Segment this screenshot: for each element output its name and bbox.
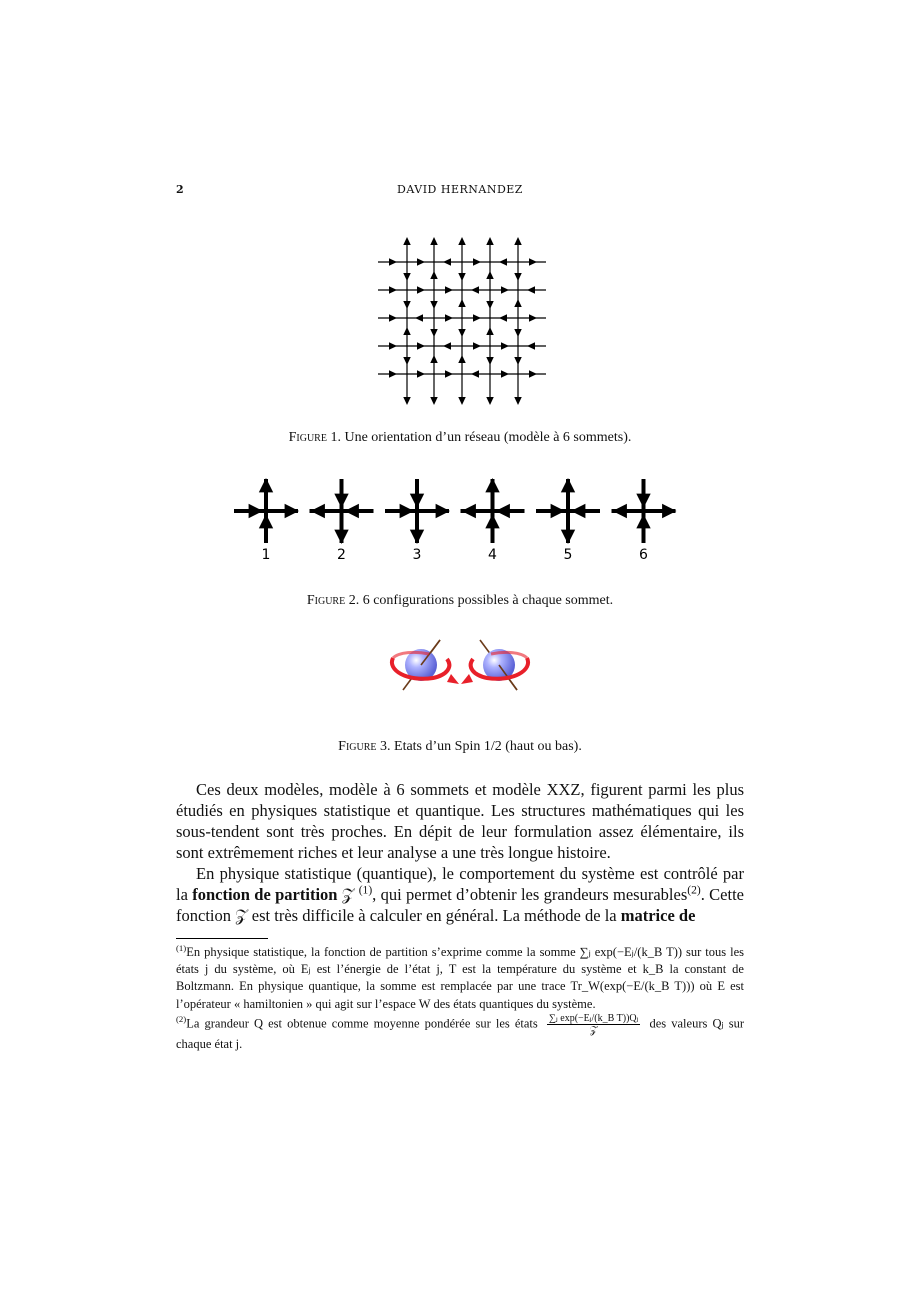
lattice-arrow-icon <box>415 314 423 322</box>
arrow-head-icon <box>259 514 273 528</box>
lattice-arrow-icon <box>501 370 509 378</box>
arrow-head-icon <box>485 478 499 492</box>
lattice-arrow-icon <box>514 357 522 365</box>
footnote-ref-1[interactable]: (1) <box>358 884 373 897</box>
vertex-config-figure <box>225 470 695 570</box>
arrow-head-icon <box>613 504 627 518</box>
vertex-config-label: 3 <box>412 547 422 563</box>
lattice-arrow-icon <box>486 357 494 365</box>
vertex-config-label: 1 <box>261 547 271 563</box>
lattice-arrow-icon <box>499 258 507 266</box>
lattice-arrow-icon <box>389 370 397 378</box>
lattice-arrow-icon <box>445 370 453 378</box>
lattice-figure <box>370 232 555 412</box>
lattice-arrow-icon <box>389 258 397 266</box>
lattice-arrow-icon <box>430 237 438 245</box>
lattice-arrow-icon <box>471 286 479 294</box>
footnote-ref-2[interactable]: (2) <box>687 884 701 897</box>
lattice-arrow-icon <box>458 397 466 405</box>
lattice-lines <box>378 240 546 402</box>
arrow-head-icon <box>400 504 414 518</box>
fraction-denominator: 𝒵 <box>589 1024 598 1036</box>
footnote-2-text-b: des valeurs Qⱼ sur chaque état j. <box>176 1016 745 1051</box>
arrow-head-icon <box>496 504 510 518</box>
figure2-caption <box>176 593 744 609</box>
lattice-arrow-icon <box>458 355 466 363</box>
lattice-arrow-icon <box>430 301 438 309</box>
running-head <box>176 183 744 203</box>
spin-down-icon <box>461 640 528 690</box>
lattice-arrow-icon <box>430 329 438 337</box>
vertex-config-label: 2 <box>337 547 346 563</box>
figure1-label: Figure 1. <box>288 430 341 445</box>
lattice-arrow-icon <box>473 258 481 266</box>
lattice-arrow-icon <box>403 301 411 309</box>
lattice-arrow-icon <box>486 397 494 405</box>
lattice-arrow-icon <box>417 370 425 378</box>
vertex-config-5 <box>536 478 600 563</box>
paragraph-1: Ces deux modèles, modèle à 6 sommets et modèle XXZ, figurent parmi les plus étudiés en physiques statistique et quantique. Les structures mathématiques qui les sous-tendent sont très proches. En dépit de leur formulation assez élémentaire, ils sont extrêmement riches et leur analyse a une très longue histoire. <box>176 780 744 862</box>
arrow-head-icon <box>561 478 575 492</box>
arrow-head-icon <box>345 504 359 518</box>
lattice-arrow-icon <box>443 342 451 350</box>
arrow-head-icon <box>636 514 650 528</box>
lattice-arrow-icon <box>501 286 509 294</box>
lattice-arrow-icon <box>473 342 481 350</box>
lattice-arrow-icon <box>403 397 411 405</box>
arrow-head-icon <box>551 504 565 518</box>
lattice-arrow-icon <box>514 329 522 337</box>
lattice-arrow-icon <box>471 370 479 378</box>
lattice-arrow-icon <box>403 327 411 335</box>
lattice-arrow-icon <box>389 286 397 294</box>
lattice-arrow-icon <box>486 327 494 335</box>
figure1-text: Une orientation d’un réseau (modèle à 6 sommets). <box>344 430 632 445</box>
lattice-arrow-icon <box>514 299 522 307</box>
lattice-arrow-icon <box>473 314 481 322</box>
running-title: DAVID HERNANDEZ <box>397 183 523 196</box>
figure2-text: 6 configurations possibles à chaque sommet. <box>362 593 614 608</box>
arrow-head-icon <box>571 504 585 518</box>
vertex-config-1 <box>234 478 299 563</box>
lattice-arrow-icon <box>389 342 397 350</box>
lattice-arrow-icon <box>501 342 509 350</box>
lattice-arrow-icon <box>445 314 453 322</box>
body-text <box>176 779 744 926</box>
lattice-arrow-icon <box>430 355 438 363</box>
arrow-head-icon <box>561 530 575 544</box>
vertex-config-3 <box>385 479 450 563</box>
lattice-arrow-icon <box>529 314 537 322</box>
arrow-head-icon <box>462 504 476 518</box>
lattice-arrow-icon <box>403 273 411 281</box>
footnote-1-mark: (1) <box>176 942 187 953</box>
lattice-arrow-icon <box>445 286 453 294</box>
spin-up-icon <box>392 640 459 690</box>
lattice-arrow-icon <box>529 258 537 266</box>
lattice-arrow-icon <box>486 301 494 309</box>
footnotes <box>176 944 744 1053</box>
arrow-head-icon <box>259 478 273 492</box>
vertex-config-label: 4 <box>488 547 497 563</box>
arrow-head-icon <box>436 504 450 518</box>
lattice-arrow-icon <box>527 286 535 294</box>
paragraph-2: En physique statistique (quantique), le comportement du système est contrôlé par la fonction de partition 𝒵 $^{(1)}$, qui permet d’obtenir les grandeurs mesurables$^{(2)}$. Cette fonction 𝒵 est très difficile à calculer en général. La méthode de la matrice de <box>176 864 744 925</box>
arrow-head-icon <box>334 494 348 508</box>
term-partition-function: fonction de partition <box>192 885 338 904</box>
arrow-head-icon <box>285 504 299 518</box>
vertex-config-2 <box>310 479 374 563</box>
arrow-head-icon <box>410 530 424 544</box>
vertex-config-6 <box>612 479 677 563</box>
footnote-1-text: En physique statistique, la fonction de partition s’exprime comme la somme ∑ⱼ exp(−Eⱼ/(k_B T)) sur tous les états j du système, où Eⱼ est l’énergie de l’état j, T est la température du système et k_B la constant de Boltzmann. En physique quantique, la somme est remplacée par une trace Tr_W(exp(−E/(k_B T))) où E est l’opérateur « hamiltonien » qui agit sur l’espace W des états quantiques du système. <box>176 945 744 1011</box>
arrow-head-icon <box>662 504 676 518</box>
footnote-rule <box>176 938 268 939</box>
arrow-head-icon <box>249 504 263 518</box>
lattice-arrow-icon <box>458 299 466 307</box>
figure3-text: Etats d’un Spin 1/2 (haut ou bas). <box>394 739 582 754</box>
vertex-config-label: 5 <box>563 547 573 563</box>
lattice-arrow-icon <box>417 258 425 266</box>
footnote-2-text-a: La grandeur Q est obtenue comme moyenne pondérée sur les états <box>186 1016 538 1031</box>
vertex-config-4 <box>461 478 525 563</box>
lattice-arrow-icon <box>430 271 438 279</box>
lattice-arrow-icon <box>527 342 535 350</box>
lattice-arrow-icon <box>486 271 494 279</box>
lattice-arrow-icon <box>417 286 425 294</box>
arrow-head-icon <box>410 494 424 508</box>
lattice-arrow-icon <box>458 273 466 281</box>
footnote-2 <box>176 1013 744 1053</box>
lattice-arrow-icon <box>430 397 438 405</box>
lattice-arrow-icon <box>499 314 507 322</box>
arrow-head-icon <box>636 494 650 508</box>
lattice-arrow-icon <box>403 237 411 245</box>
figure3-caption <box>176 739 744 755</box>
lattice-arrow-icon <box>514 273 522 281</box>
lattice-arrow-icon <box>529 370 537 378</box>
footnote-1 <box>176 944 744 1013</box>
fraction-numerator: ∑ⱼ exp(−Eⱼ/(k_B T))Qⱼ <box>548 1012 639 1024</box>
lattice-arrow-icon <box>514 397 522 405</box>
lattice-arrow-icon <box>458 237 466 245</box>
arrow-head-icon <box>311 504 325 518</box>
vertex-config-label: 6 <box>639 547 648 563</box>
lattice-arrow-icon <box>389 314 397 322</box>
lattice-arrow-icon <box>486 237 494 245</box>
spin-figure <box>385 632 535 697</box>
lattice-arrow-icon <box>514 237 522 245</box>
figure1-caption <box>176 430 744 446</box>
lattice-arrow-icon <box>403 357 411 365</box>
lattice-arrow-icon <box>417 342 425 350</box>
footnote-2-fraction <box>547 1013 640 1036</box>
arrow-head-icon <box>485 514 499 528</box>
lattice-arrow-icon <box>458 329 466 337</box>
page-number: 2 <box>176 183 184 196</box>
lattice-arrow-icon <box>443 258 451 266</box>
figure3-label: Figure 3. <box>338 739 391 754</box>
figure2-label: Figure 2. <box>306 593 360 608</box>
footnote-2-mark: (2) <box>176 1014 187 1025</box>
term-matrix: matrice de <box>620 906 696 925</box>
arrow-head-icon <box>334 530 348 544</box>
